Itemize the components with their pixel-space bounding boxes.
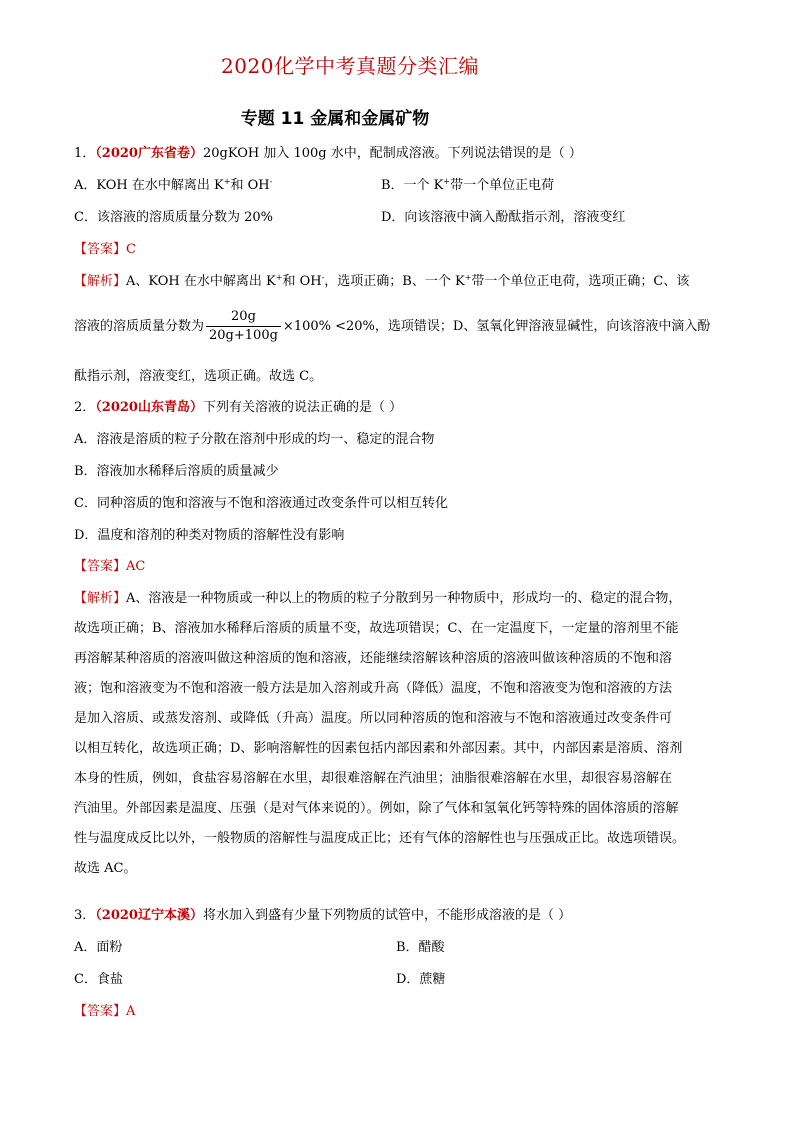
q3-source: （2020辽宁本溪）: [95, 908, 203, 923]
q2-source: （2020山东青岛）: [95, 400, 203, 415]
q1-option-d: D．向该溶液中滴入酚酞指示剂，溶液变红: [381, 210, 626, 225]
q1-analysis-line-2: 溶液的溶质质量分数为 $\frac{20g}{20g+100g}$ ×100% <20%，选项错误；D、氢氧化钾溶液显碱性，向该溶液中滴入酚: [74, 309, 711, 343]
q2-analysis-line: 汽油里。外部因素是温度、压强（是对气体来说的）。例如，除了气体和氢氧化钙等特殊的固体溶质的溶解: [74, 801, 679, 816]
q1-number: 1．: [74, 146, 96, 161]
q3-answer-label: 【答案】: [74, 1004, 127, 1019]
q1-options-cd: [74, 210, 734, 226]
q1-options-ab: [74, 178, 734, 194]
q1-analysis-line-1: 【解析】A、KOH 在水中解离出 K+和 OH-，选项正确；B、一个 K+带一个单位正电荷，选项正确；C、该: [74, 273, 690, 289]
q3-stem-text: 将水加入到盛有少量下列物质的试管中，不能形成溶液的是（ ）: [202, 908, 572, 923]
q2-analysis-line: 再溶解某种溶质的溶液叫做这种溶质的饱和溶液，还能继续溶解该种溶质的溶液叫做该种溶质的不饱和溶: [74, 651, 673, 666]
q2-analysis-line: 本身的性质，例如，食盐容易溶解在水里，却很难溶解在汽油里；油脂很难溶解在水里，却很容易溶解在: [74, 771, 673, 786]
q2-number: 2．: [74, 400, 96, 415]
q2-analysis: [74, 584, 724, 884]
q2-answer-label: 【答案】: [74, 559, 127, 574]
q2-option-b: B．溶液加水稀释后溶质的质量减少: [74, 464, 279, 479]
q3-options-ab: [74, 940, 734, 956]
q2-option-c: C．同种溶质的饱和溶液与不饱和溶液通过改变条件可以相互转化: [74, 496, 448, 511]
q3-options-cd: [74, 972, 734, 988]
q2-option-a: A．溶液是溶质的粒子分散在溶剂中形成的均一、稳定的混合物: [74, 432, 435, 447]
q2-option-d: D．温度和溶剂的种类对物质的溶解性没有影响: [74, 528, 345, 543]
document-title: 2020化学中考真题分类汇编: [221, 54, 479, 78]
mass-fraction-formula: $\frac{20g}{20g+100g}$: [206, 308, 281, 345]
q3-stem: [74, 908, 734, 924]
q2-analysis-line: 【解析】A、溶液是一种物质或一种以上的物质的粒子分散到另一种物质中，形成均一的、稳定的混合物，: [74, 591, 682, 606]
q2-answer-value: AC: [126, 559, 146, 574]
q3-answer: [74, 1004, 734, 1020]
q1-answer-value: C: [126, 242, 136, 257]
q1-option-a: A．KOH 在水中解离出 K+和 OH-: [74, 177, 273, 193]
q1-option-b: B．一个 K+带一个单位正电荷: [381, 177, 555, 193]
q1-answer: [74, 242, 734, 258]
q3-option-c: C．食盐: [74, 972, 123, 987]
q1-stem-text: 20gKOH 加入 100g 水中，配制成溶液。下列说法错误的是（ ）: [202, 146, 582, 161]
q3-option-b: B．醋酸: [396, 940, 445, 955]
q3-option-d: D．蔗糖: [396, 972, 446, 987]
q2-analysis-line: 液；饱和溶液变为不饱和溶液一般方法是加入溶剂或升高（降低）温度，不饱和溶液变为饱和溶液的方法: [74, 681, 673, 696]
q2-analysis-line: 是加入溶质、或蒸发溶剂、或降低（升高）温度。所以同种溶质的饱和溶液与不饱和溶液通过改变条件可: [74, 711, 673, 726]
q2-stem-text: 下列有关溶液的说法正确的是（ ）: [202, 400, 403, 415]
q3-number: 3．: [74, 908, 96, 923]
q2-analysis-line: 故选项正确；B、溶液加水稀释后溶质的质量不变，故选项错误；C、在一定温度下，一定量的溶剂里不能: [74, 621, 679, 636]
q3-option-a: A．面粉: [74, 940, 123, 955]
q1-analysis-label: 【解析】: [74, 274, 127, 289]
q1-stem: [74, 146, 734, 162]
q3-answer-value: A: [126, 1004, 136, 1019]
topic-subtitle: 专题 11 金属和金属矿物: [240, 109, 430, 129]
q1-analysis-line-3: 酞指示剂，溶液变红，选项正确。故选 C。: [74, 369, 323, 384]
q2-answer: [74, 559, 734, 575]
q2-stem: [74, 400, 734, 416]
q1-answer-label: 【答案】: [74, 242, 127, 257]
q1-option-c: C．该溶液的溶质质量分数为 20%: [74, 210, 273, 225]
q2-analysis-line: 以相互转化，故选项正确；D、影响溶解性的因素包括内部因素和外部因素。其中，内部因素是溶质、溶剂: [74, 741, 683, 756]
q2-analysis-line: 性与温度成反比以外，一般物质的溶解性与温度成正比；还有气体的溶解性也与压强成正比。故选项错误。: [74, 831, 686, 846]
q1-source: （2020广东省卷）: [95, 146, 203, 161]
q2-analysis-line: 故选 AC。: [74, 861, 137, 876]
q2-analysis-label: 【解析】: [74, 591, 127, 606]
